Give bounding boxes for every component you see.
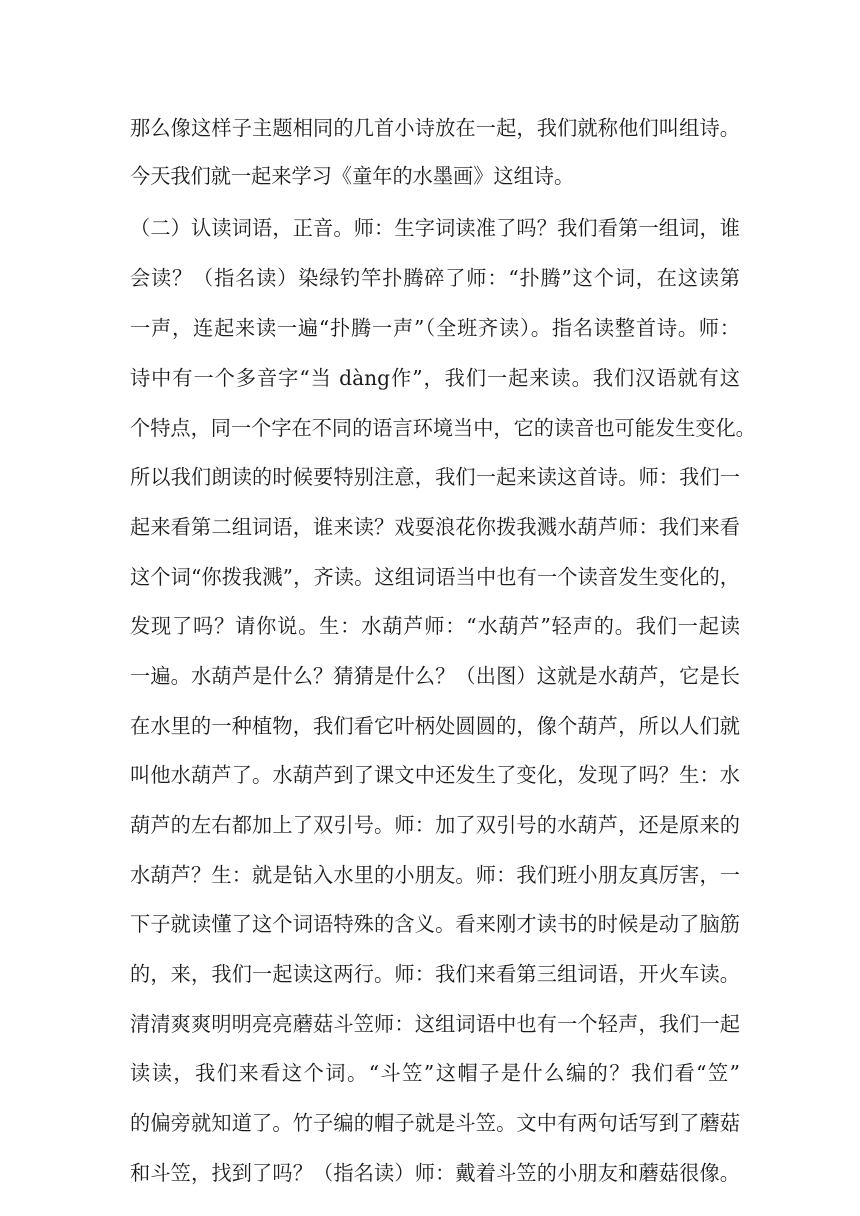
text-line: 读读，我们来看这个词。“斗笠”这帽子是什么编的？我们看“笠” bbox=[130, 1061, 740, 1085]
text-line: 一声，连起来读一遍“扑腾一声”（全班齐读）。指名读整首诗。师： bbox=[130, 316, 740, 340]
text-line: 这个词“你拨我溅”，齐读。这组词语当中也有一个读音发生变化的， bbox=[130, 565, 740, 589]
text-line: 所以我们朗读的时候要特别注意，我们一起来读这首诗。师：我们一 bbox=[130, 465, 740, 489]
text-line: 的偏旁就知道了。竹子编的帽子就是斗笠。文中有两句话写到了蘑菇 bbox=[130, 1111, 740, 1135]
text-line: 起来看第二组词语，谁来读？戏耍浪花你拨我溅水葫芦师：我们来看 bbox=[130, 515, 740, 539]
text-line: 今天我们就一起来学习《童年的水墨画》这组诗。 bbox=[130, 164, 575, 188]
text-line: 的，来，我们一起读这两行。师：我们来看第三组词语，开火车读。 bbox=[130, 962, 740, 986]
text-line: 水葫芦？生：就是钻入水里的小朋友。师：我们班小朋友真厉害，一 bbox=[130, 863, 740, 887]
text-line: 在水里的一种植物，我们看它叶柄处圆圆的，像个葫芦，所以人们就 bbox=[130, 714, 740, 738]
text-line: 叫他水葫芦了。水葫芦到了课文中还发生了变化，发现了吗？生：水 bbox=[130, 763, 740, 787]
text-line: 诗中有一个多音字“当 dàng作”，我们一起来读。我们汉语就有这 bbox=[130, 366, 740, 390]
text-line: 会读？（指名读）染绿钓竿扑腾碎了师：“扑腾”这个词，在这读第 bbox=[130, 266, 740, 290]
text-line: 一遍。水葫芦是什么？猜猜是什么？（出图）这就是水葫芦，它是长 bbox=[130, 664, 740, 688]
text-line: 清清爽爽明明亮亮蘑菇斗笠师：这组词语中也有一个轻声，我们一起 bbox=[130, 1012, 740, 1036]
text-line: 那么像这样子主题相同的几首小诗放在一起，我们就称他们叫组诗。 bbox=[130, 116, 740, 140]
text-line: 下子就读懂了这个词语特殊的含义。看来刚才读书的时候是动了脑筋 bbox=[130, 912, 740, 936]
text-line: 发现了吗？请你说。生：水葫芦师：“水葫芦”轻声的。我们一起读 bbox=[130, 614, 740, 638]
text-line: （二）认读词语，正音。师：生字词读准了吗？我们看第一组词，谁 bbox=[130, 216, 740, 240]
text-line: 个特点，同一个字在不同的语言环境当中，它的读音也可能发生变化。 bbox=[130, 416, 756, 440]
text-line: 和斗笠，找到了吗？（指名读）师：戴着斗笠的小朋友和蘑菇很像。 bbox=[130, 1161, 740, 1185]
text-line: 葫芦的左右都加上了双引号。师：加了双引号的水葫芦，还是原来的 bbox=[130, 813, 740, 837]
